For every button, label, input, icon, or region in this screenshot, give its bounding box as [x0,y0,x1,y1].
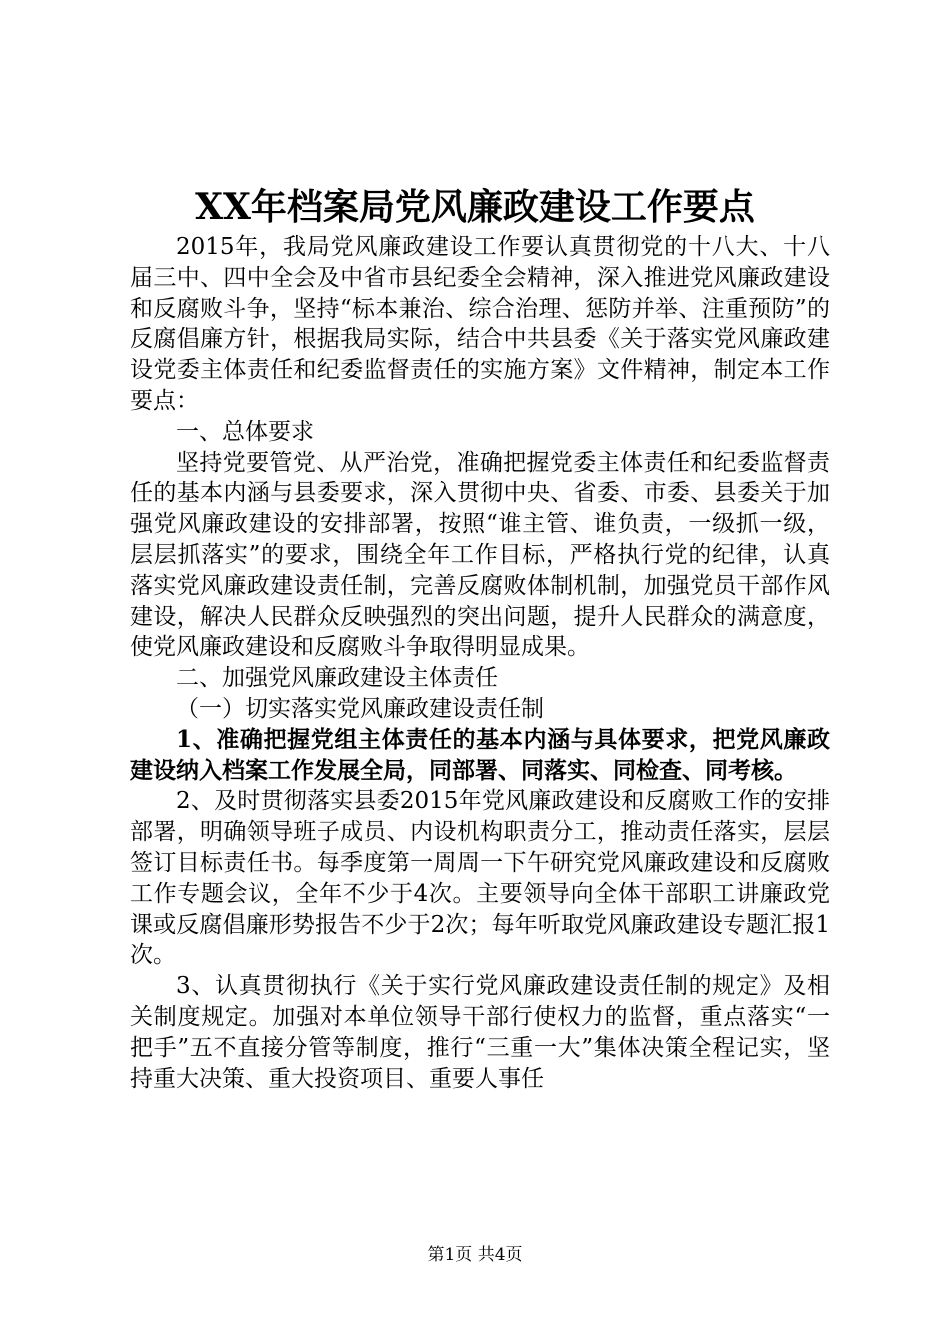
item-paragraph-3: 3、认真贯彻执行《关于实行党风廉政建设责任制的规定》及相关制度规定。加强对本单位领导干部行使权力的监督，重点落实“一把手”五不直接分管等制度，推行“三重一大”集体决策全程记实，坚持重大决策、重大投资项目、重要人事任 [130,973,830,1092]
section-heading-2: 二、加强党风廉政建设主体责任 [176,665,498,692]
section-heading-1: 一、总体要求 [176,418,314,445]
document-title: XX年档案局党风廉政建设工作要点 [195,186,755,228]
document-body [130,232,830,1094]
page-footer: 第1页 共4页 [427,1245,523,1265]
item-paragraph-1: 1、准确把握党组主体责任的基本内涵与具体要求，把党风廉政建设纳入档案工作发展全局，同部署、同落实、同检查、同考核。 [130,725,830,784]
intro-paragraph: 2015年，我局党风廉政建设工作要认真贯彻党的十八大、十八届三中、四中全会及中省市县纪委全会精神，深入推进党风廉政建设和反腐败斗争，坚持“标本兼治、综合治理、惩防并举、注重预防”的反腐倡廉方针，根据我局实际，结合中共县委《关于落实党风廉政建设党委主体责任和纪委监督责任的实施方案》文件精神，制定本工作要点： [130,234,830,414]
general-requirements-paragraph: 坚持党要管党、从严治党，准确把握党委主体责任和纪委监督责任的基本内涵与县委要求，深入贯彻中央、省委、市委、县委关于加强党风廉政建设的安排部署，按照“谁主管、谁负责，一级抓一级，层层抓落实”的要求，围绕全年工作目标，严格执行党的纪律，认真落实党风廉政建设责任制，完善反腐败体制机制，加强党员干部作风建设，解决人民群众反映强烈的突出问题，提升人民群众的满意度，使党风廉政建设和反腐败斗争取得明显成果。 [130,449,830,661]
item-paragraph-2: 2、及时贯彻落实县委2015年党风廉政建设和反腐败工作的安排部署，明确领导班子成员、内设机构职责分工，推动责任落实，层层签订目标责任书。每季度第一周周一下午研究党风廉政建设和反腐败工作专题会议，全年不少于4次。主要领导向全体干部职工讲廉政党课或反腐倡廉形势报告不少于2次；每年听取党风廉政建设专题汇报1次。 [130,788,830,969]
subsection-heading-1: （一）切实落实党风廉政建设责任制 [176,695,544,722]
